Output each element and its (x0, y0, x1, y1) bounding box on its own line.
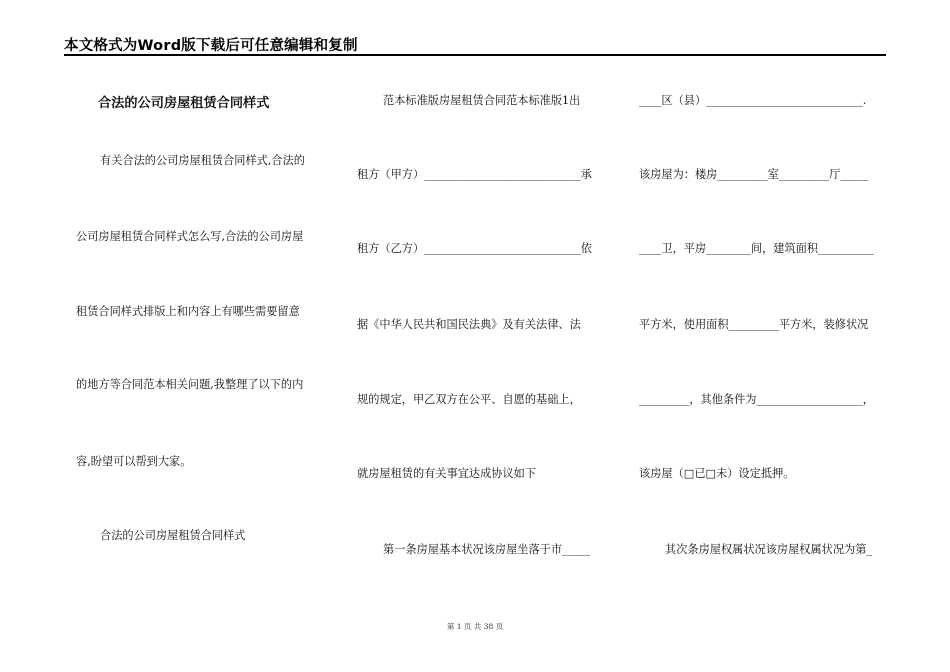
page-number: 第 1 页 共 38 页 (446, 622, 504, 631)
col2-line-6: 就房屋租赁的有关事宜达成协议如下 (357, 467, 537, 480)
col3-line-1: ____区（县）____________________________. (639, 94, 867, 107)
col3-line-7: 其次条房屋权属状况该房屋权属状况为第_ (665, 543, 872, 556)
col3-line-3: ____卫，平房________间，建筑面积__________ (639, 242, 874, 255)
col1-line-4: 的地方等合同范本相关问题,我整理了以下的内 (76, 378, 304, 391)
col3-line-6: 该房屋（□已□未）设定抵押。 (639, 467, 795, 480)
col2-line-1: 范本标准版房屋租赁合同范本标准版1出 (383, 94, 581, 107)
col3-line-2: 该房屋为：楼房_________室_________厅_____ (639, 168, 869, 181)
col2-line-2: 租方（甲方）____________________________承 (357, 168, 592, 181)
col1-line-1: 有关合法的公司房屋租赁合同样式,合法的 (100, 154, 305, 167)
col1-line-3: 租赁合同样式排版上和内容上有哪些需要留意 (76, 305, 300, 318)
col2-line-5: 规的规定，甲乙双方在公平、自愿的基础上， (357, 393, 581, 406)
col1-line-6: 合法的公司房屋租赁合同样式 (100, 529, 246, 542)
col2-line-4: 据《中华人民共和国民法典》及有关法律、法 (357, 318, 581, 331)
col2-line-7: 第一条房屋基本状况该房屋坐落于市_____ (383, 543, 590, 556)
col3-line-5: _________，其他条件为___________________， (639, 393, 874, 406)
document-title: 合法的公司房屋租赁合同样式 (98, 96, 270, 111)
col3-line-4: 平方米，使用面积_________平方米，装修状况 (639, 318, 869, 331)
col1-line-2: 公司房屋租赁合同样式怎么写,合法的公司房屋 (76, 230, 304, 243)
header-divider (64, 54, 886, 56)
col2-line-3: 租方（乙方）____________________________依 (357, 242, 592, 255)
col1-line-5: 容,盼望可以帮到大家。 (76, 455, 192, 468)
header-text: 本文格式为Word版下载后可任意编辑和复制 (64, 38, 358, 54)
